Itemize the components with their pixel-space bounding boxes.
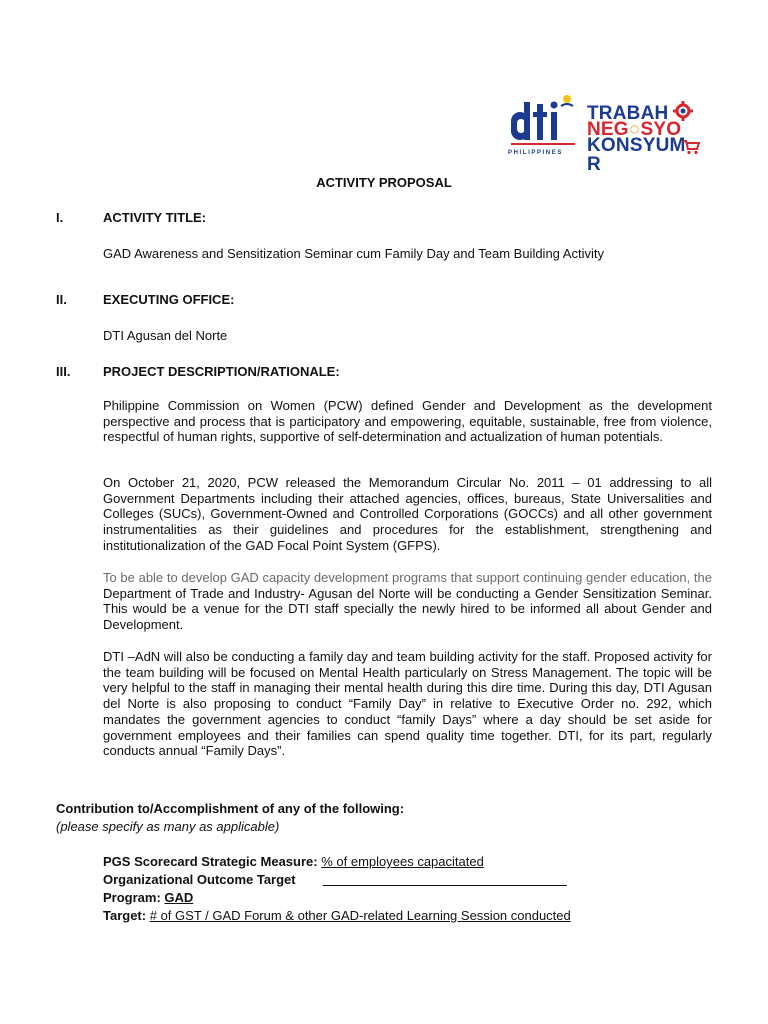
program-label: Program:: [103, 890, 161, 905]
logo-line-konsyumer: KONSYUMR: [587, 135, 686, 175]
rationale-paragraph-1: Philippine Commission on Women (PCW) defined Gender and Development as the development perspective and process that is participatory and empowering, equitable, sustainable, free from violence, respectful of human rights, supportive of self-determination and actualization of human potentials.: [103, 398, 712, 445]
outcome-label: Organizational Outcome Target: [103, 872, 296, 887]
pgs-label: PGS Scorecard Strategic Measure:: [103, 854, 318, 869]
executing-office-text: DTI Agusan del Norte: [103, 328, 228, 343]
outcome-blank-line: [323, 873, 567, 886]
dti-logo-mark: [509, 94, 577, 152]
section-heading-activity-title: ACTIVITY TITLE:: [103, 210, 207, 225]
section-heading-executing-office: EXECUTING OFFICE:: [103, 292, 235, 307]
program-value: GAD: [164, 890, 194, 905]
rationale-paragraph-2: On October 21, 2020, PCW released the Memorandum Circular No. 2011 – 01 addressing to all Government Departments including their attached agencies, offices, bureaus, State Universalities and Colleges (SUCs), Government-Owned and Controlled Corporations (GOCCs) and all other government instrumentalities as their guidelines and procedures for the establishment, strengthening and institutionalization of the GAD Focal Point System (GFPS).: [103, 475, 712, 553]
section-number-2: II.: [56, 292, 67, 307]
section-number-1: I.: [56, 210, 64, 225]
target-value: # of GST / GAD Forum & other GAD-related Learning Session conducted: [149, 908, 571, 923]
logo-line-negosyo: NEG○SYO: [587, 119, 682, 140]
pgs-scorecard-row: [103, 854, 484, 869]
dti-subtitle: PHILIPPINES: [508, 150, 563, 156]
trabaho-negosyo-konsyumer-logo: [587, 102, 717, 175]
target-label: Target:: [103, 908, 147, 923]
section-heading-project-description: PROJECT DESCRIPTION/RATIONALE:: [103, 364, 340, 379]
target-row: [103, 908, 571, 923]
document-title: ACTIVITY PROPOSAL: [316, 175, 452, 190]
rationale-paragraph-3: To be able to develop GAD capacity development programs that support continuing gender education, the Department of Trade and Industry- Agusan del Norte will be conducting a Gender Sensitization Seminar. This would be a venue for the DTI staff specially the newly hired to be informed all about Gender and Development.: [103, 570, 712, 633]
section-number-3: III.: [56, 364, 71, 379]
contribution-heading: Contribution to/Accomplishment of any of the following:: [56, 801, 405, 816]
pgs-value: % of employees capacitated: [321, 854, 484, 869]
contribution-note: (please specify as many as applicable): [56, 819, 280, 834]
activity-title-text: GAD Awareness and Sensitization Seminar cum Family Day and Team Building Activity: [103, 246, 604, 261]
program-row: [103, 890, 193, 905]
gear-icon: [673, 101, 693, 121]
outcome-target-row: [103, 872, 567, 887]
dti-logo: [509, 94, 577, 158]
shopping-cart-icon: [682, 139, 700, 155]
logo-line-trabaho: TRABAH: [587, 103, 669, 124]
rationale-paragraph-4: DTI –AdN will also be conducting a family day and team building activity for the staff. Proposed activity for the team building will be focused on Mental Health particularly on Stress Management. The topic will be very helpful to the staff in managing their mental health during this dire time. During this day, DTI Agusan del Norte is also proposing to conduct “Family Day” in relative to Executive Order no. 292, which mandates the government agencies to conduct “family Days” where a day should be set aside for government employees and their families can spend quality time together. DTI, for its part, regularly conducts annual “Family Days”.: [103, 649, 712, 759]
lightbulb-icon: ○: [628, 119, 641, 140]
